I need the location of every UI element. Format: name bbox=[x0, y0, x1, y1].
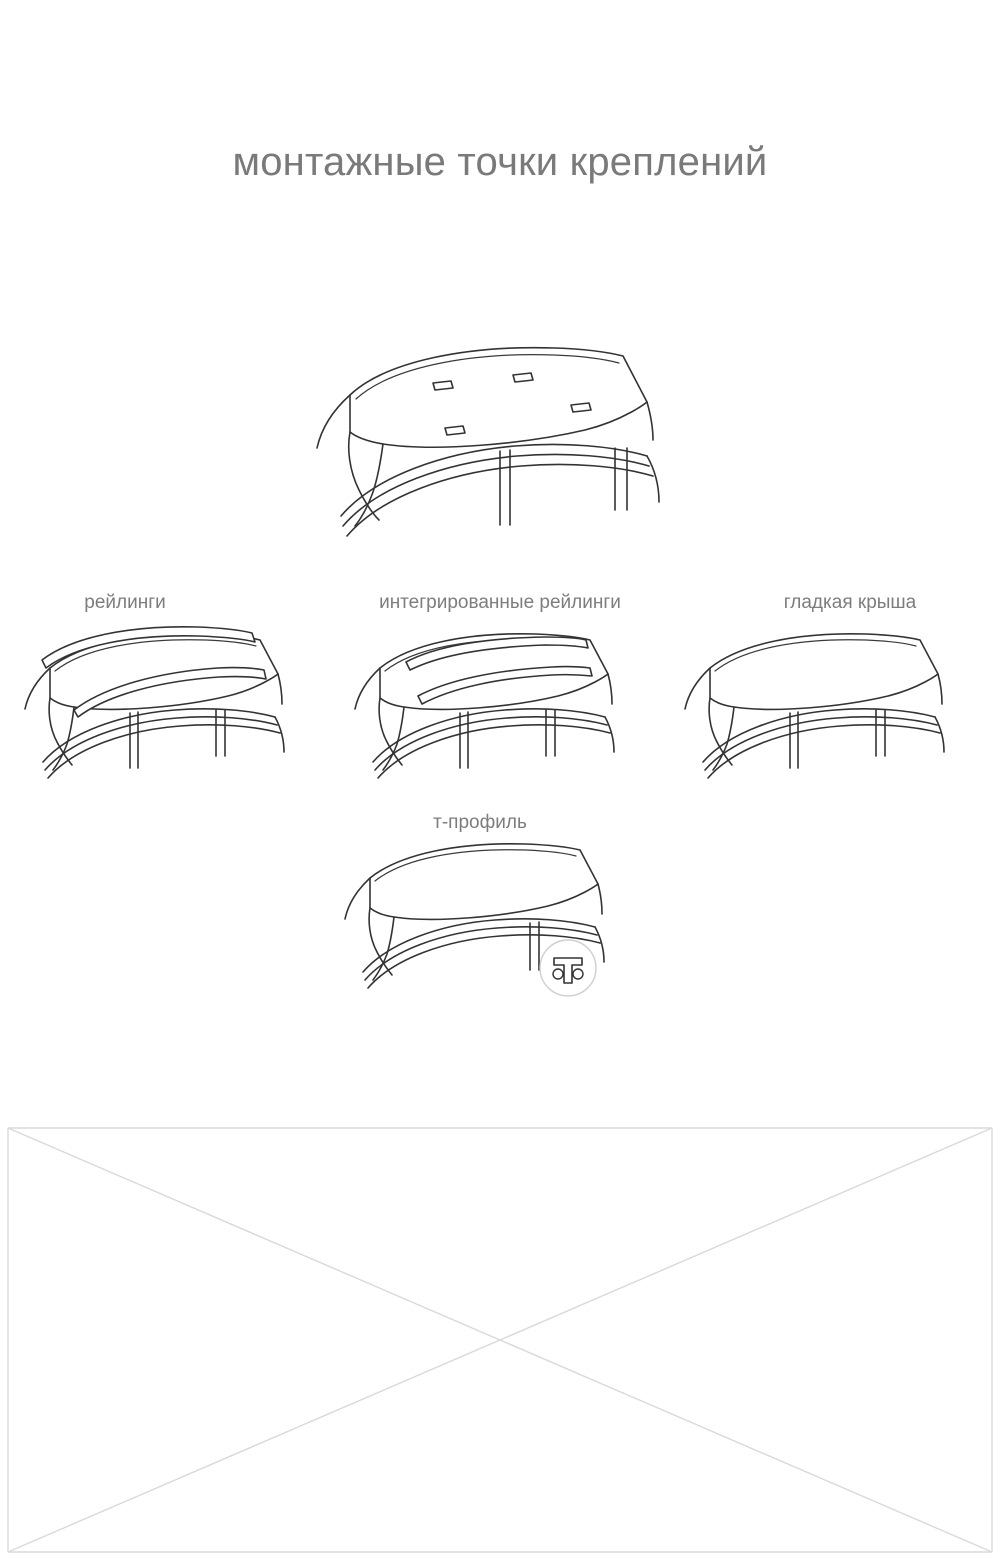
roof-type-variants-panel bbox=[0, 560, 1000, 1000]
variant-label-smooth-roof: гладкая крыша bbox=[783, 592, 917, 613]
variant-rails-illustration bbox=[10, 610, 310, 810]
variant-label-rails: рейлинги bbox=[84, 592, 166, 613]
variant-smooth-roof-illustration bbox=[670, 610, 970, 810]
car-roof-overview-icon bbox=[255, 320, 715, 560]
t-profile-roof-icon bbox=[330, 830, 650, 1010]
variant-label-t-profile: т-профиль bbox=[433, 812, 527, 833]
rails-roof-icon bbox=[10, 610, 310, 810]
variant-t-profile-illustration bbox=[330, 830, 650, 1010]
variant-label-integrated-rails: интегрированные рейлинги bbox=[379, 592, 621, 613]
t-profile-detail-icon bbox=[540, 940, 596, 996]
smooth-roof-icon bbox=[670, 610, 970, 810]
variant-integrated-rails-illustration bbox=[340, 610, 640, 810]
hero-illustration bbox=[255, 320, 715, 560]
integrated-rails-roof-icon bbox=[340, 610, 640, 810]
page-title: монтажные точки креплений bbox=[232, 140, 768, 184]
watermark-cross bbox=[0, 1120, 1000, 1560]
